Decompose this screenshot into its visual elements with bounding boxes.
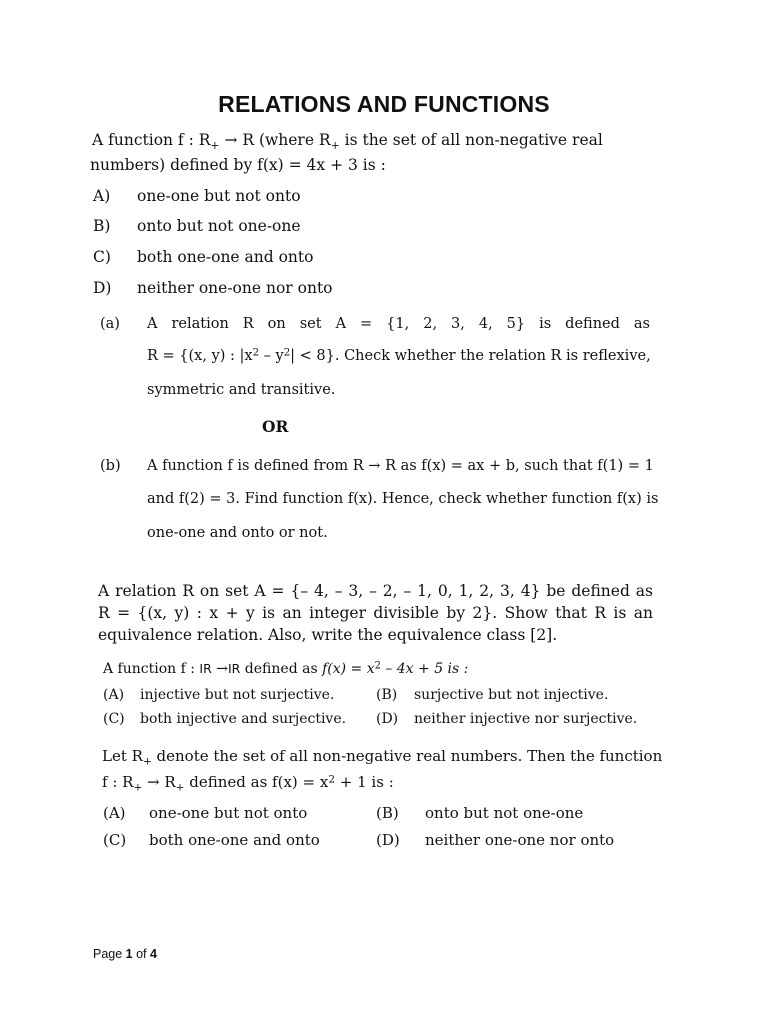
question-5-text: Let R — [102, 747, 143, 765]
page-total: 4 — [150, 947, 157, 961]
part-a-label: (a) — [100, 316, 120, 332]
function-expression: – 4x + 5 is : — [380, 661, 469, 677]
superscript-2: 2 — [252, 347, 260, 359]
subscript-plus: + — [175, 781, 185, 794]
question-5-line-1 — [102, 747, 663, 768]
option-label: (D) — [376, 711, 399, 727]
option-text: both one-one and onto — [137, 248, 314, 266]
real-numbers-symbol: IR — [199, 661, 212, 676]
question-1-line-2: numbers) defined by f(x) = 4x + 3 is : — [90, 156, 386, 174]
option-label: (B) — [376, 687, 398, 703]
question-3-line-2: R = {(x, y) : x + y is an integer divisible by 2}. Show that R is an — [98, 604, 653, 622]
question-5-text: f : R — [102, 773, 134, 791]
option-label: (D) — [376, 831, 400, 849]
real-numbers-symbol: IR — [227, 661, 241, 676]
option-text: neither one-one nor onto — [137, 279, 333, 297]
part-b-line-2: and f(2) = 3. Find function f(x). Hence, check whether function f(x) is — [147, 491, 659, 507]
question-5-text: + 1 is : — [335, 773, 394, 791]
part-b-line-1: A function f is defined from R → R as f(x) = ax + b, such that f(1) = 1 — [147, 458, 654, 474]
page-title: RELATIONS AND FUNCTIONS — [218, 91, 550, 117]
option-label: A) — [93, 187, 111, 205]
option-text: both one-one and onto — [149, 831, 320, 849]
part-a-line-1: A relation R on set A = {1, 2, 3, 4, 5} is defined as — [147, 316, 650, 332]
option-label: D) — [93, 279, 112, 297]
part-a-text: | < 8}. Check whether the relation R is reflexive, — [290, 348, 651, 364]
question-5-line-2 — [102, 773, 394, 794]
part-a-text: R = {(x, y) : |x — [147, 348, 253, 364]
option-text: onto but not one-one — [137, 217, 301, 235]
question-3-line-1: A relation R on set A = {– 4, – 3, – 2, – 1, 0, 1, 2, 3, 4} be defined as — [98, 582, 653, 600]
option-text: one-one but not onto — [137, 187, 301, 205]
page-number: 1 — [125, 947, 133, 961]
question-4-line-1 — [103, 661, 468, 677]
subscript-plus: + — [330, 138, 340, 152]
option-text: one-one but not onto — [149, 804, 308, 822]
page-word: Page — [93, 947, 126, 961]
superscript-2: 2 — [328, 773, 336, 786]
option-label: C) — [93, 248, 111, 266]
question-1-text: is the set of all non-negative real — [339, 131, 603, 149]
question-1-text: A function f : R — [92, 131, 211, 149]
option-label: (A) — [103, 687, 125, 703]
subscript-plus: + — [210, 138, 220, 152]
arrow-symbol: → — [211, 661, 228, 677]
superscript-2: 2 — [374, 660, 381, 672]
part-a-text: – y — [259, 348, 284, 364]
superscript-2: 2 — [283, 347, 291, 359]
option-text: surjective but not injective. — [414, 687, 609, 703]
option-text: neither one-one nor onto — [425, 831, 615, 849]
part-a-line-3: symmetric and transitive. — [147, 382, 336, 398]
option-label: (C) — [103, 831, 127, 849]
function-expression: f(x) = x — [322, 661, 375, 677]
option-text: both injective and surjective. — [140, 711, 347, 727]
option-text: onto but not one-one — [425, 804, 584, 822]
question-4-text: A function f : — [103, 661, 200, 677]
or-separator: OR — [262, 417, 289, 436]
option-text: neither injective nor surjective. — [414, 711, 638, 727]
option-label: (C) — [103, 711, 125, 727]
page-footer — [93, 947, 157, 961]
question-5-text: defined as f(x) = x — [184, 773, 329, 791]
option-label: (B) — [376, 804, 399, 822]
part-b-label: (b) — [100, 458, 121, 474]
question-5-text: denote the set of all non-negative real numbers. Then the function — [151, 747, 663, 765]
part-a-line-2 — [147, 348, 651, 364]
question-1-line-1 — [92, 131, 603, 152]
of-word: of — [132, 947, 150, 961]
question-5-text: → R — [142, 773, 176, 791]
question-4-text: defined as — [240, 661, 323, 677]
subscript-plus: + — [133, 781, 143, 794]
option-text: injective but not surjective. — [140, 687, 335, 703]
subscript-plus: + — [142, 755, 152, 768]
question-1-text: → R (where R — [219, 131, 331, 149]
option-label: (A) — [103, 804, 126, 822]
part-b-line-3: one-one and onto or not. — [147, 525, 328, 541]
option-label: B) — [93, 217, 111, 235]
question-3-line-3: equivalence relation. Also, write the equivalence class [2]. — [98, 626, 558, 644]
